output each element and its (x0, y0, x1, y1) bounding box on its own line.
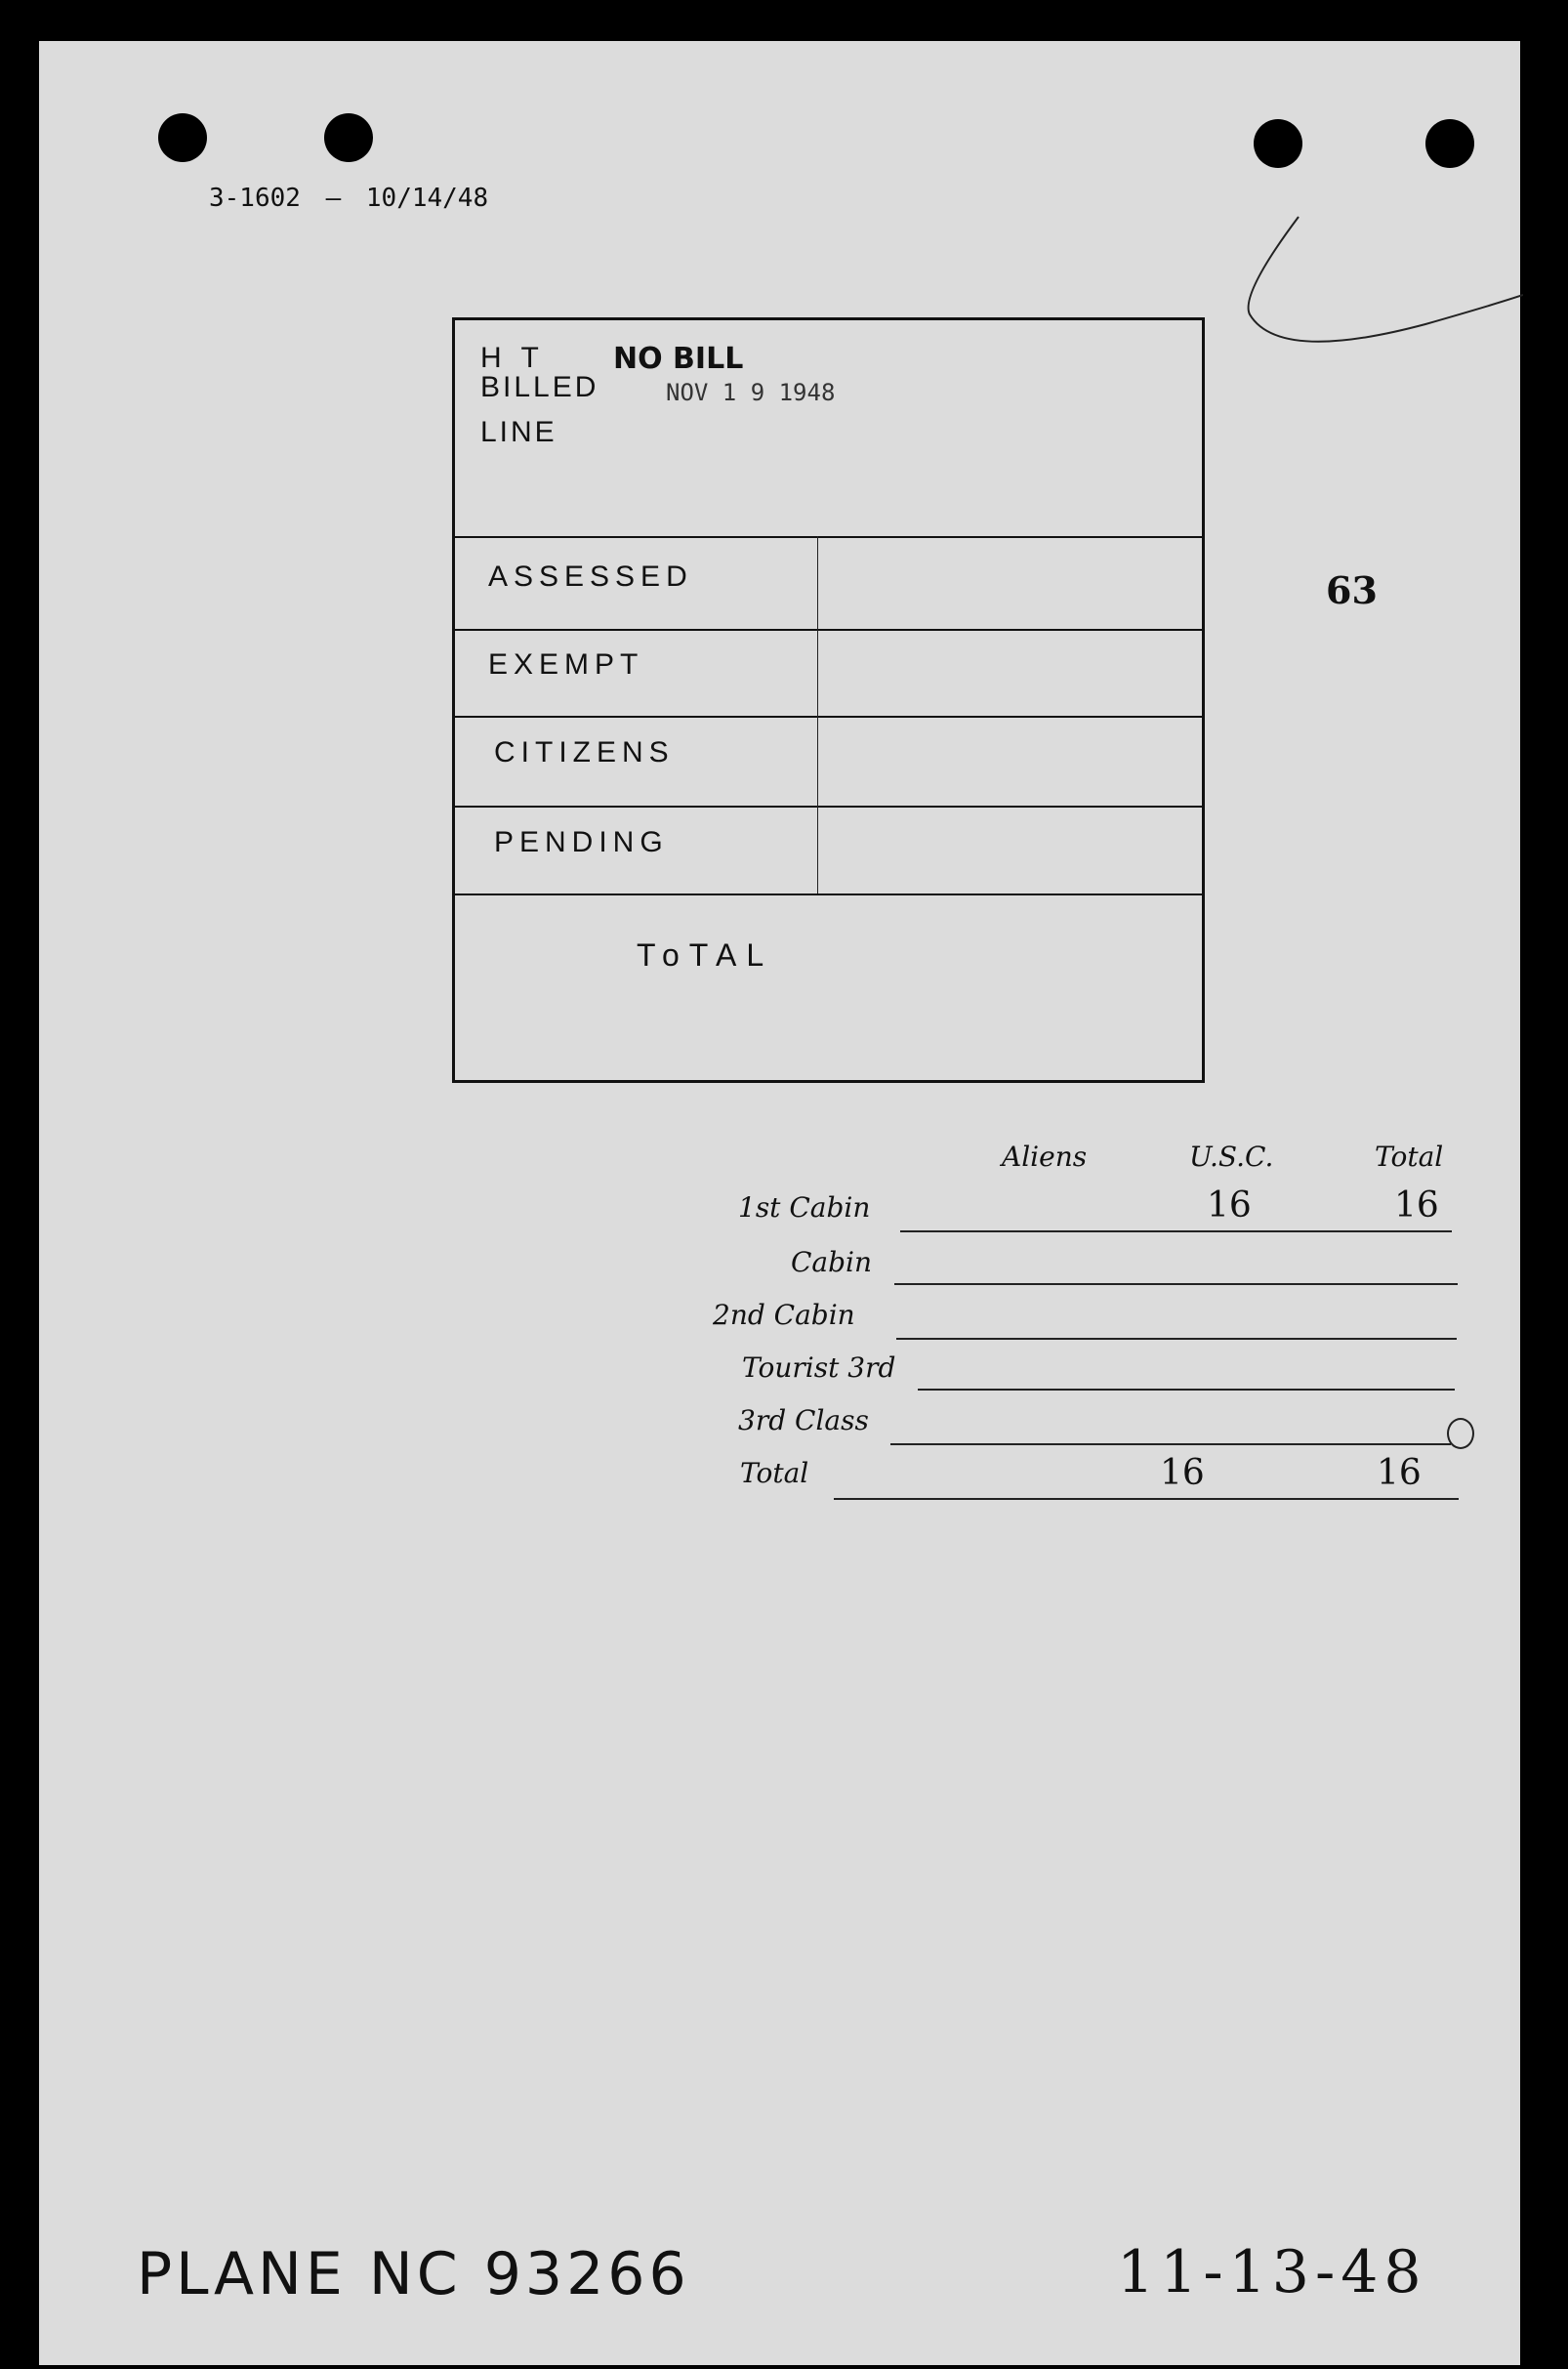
footer-date: 11-13-48 (1117, 2238, 1427, 2307)
usc-value: 16 (1207, 1185, 1252, 1226)
check-mark (1201, 168, 1523, 461)
box-column-divider (817, 536, 818, 894)
row-label-tourist-3rd: Tourist 3rd (742, 1351, 896, 1384)
row-underline (896, 1338, 1457, 1340)
row-underline (890, 1443, 1451, 1445)
line-label: LINE (480, 416, 557, 448)
box-divider (455, 806, 1202, 808)
row-underline (918, 1389, 1455, 1391)
punch-hole (158, 113, 207, 162)
box-divider (455, 536, 1202, 538)
row-label-3rd-class: 3rd Class (738, 1404, 869, 1436)
document-page (39, 41, 1520, 2365)
billed-label: BILLED (480, 371, 599, 403)
assessed-label: ASSESSED (488, 561, 693, 593)
header-dash: — (325, 184, 342, 213)
column-header-usc: U.S.C. (1189, 1141, 1274, 1173)
row-underline (834, 1498, 1459, 1500)
box-divider (455, 629, 1202, 631)
page-number: 63 (1326, 568, 1378, 612)
form-code-header (209, 184, 488, 213)
total-label: ToTAL (637, 937, 774, 973)
billing-box (452, 317, 1205, 1083)
row-underline (900, 1230, 1452, 1232)
row-label-2nd-cabin: 2nd Cabin (713, 1299, 855, 1331)
punch-hole (1254, 119, 1302, 168)
row-label-1st-cabin: 1st Cabin (738, 1191, 871, 1224)
box-divider (455, 716, 1202, 718)
plane-number: PLANE NC 93266 (137, 2240, 690, 2308)
column-header-total: Total (1375, 1141, 1444, 1173)
stamp-date: NOV 1 9 1948 (666, 379, 836, 406)
form-code: 3-1602 (209, 184, 301, 213)
punch-hole (1425, 119, 1474, 168)
box-divider (455, 894, 1202, 895)
row-label-cabin: Cabin (791, 1246, 873, 1278)
form-date: 10/14/48 (365, 184, 489, 213)
column-header-aliens: Aliens (1002, 1141, 1088, 1173)
row-underline (894, 1283, 1458, 1285)
citizens-label: CITIZENS (494, 736, 675, 769)
total-value: 16 (1394, 1185, 1439, 1226)
no-bill-stamp: NO BILL (613, 342, 744, 376)
pending-label: PENDING (494, 826, 669, 858)
ht-label: H T (480, 342, 545, 374)
row-label-total: Total (740, 1457, 809, 1489)
usc-value: 16 (1160, 1453, 1205, 1493)
punch-hole (324, 113, 373, 162)
total-value: 16 (1377, 1453, 1422, 1493)
exempt-label: EXEMPT (488, 648, 644, 681)
circle-mark (1447, 1418, 1474, 1449)
